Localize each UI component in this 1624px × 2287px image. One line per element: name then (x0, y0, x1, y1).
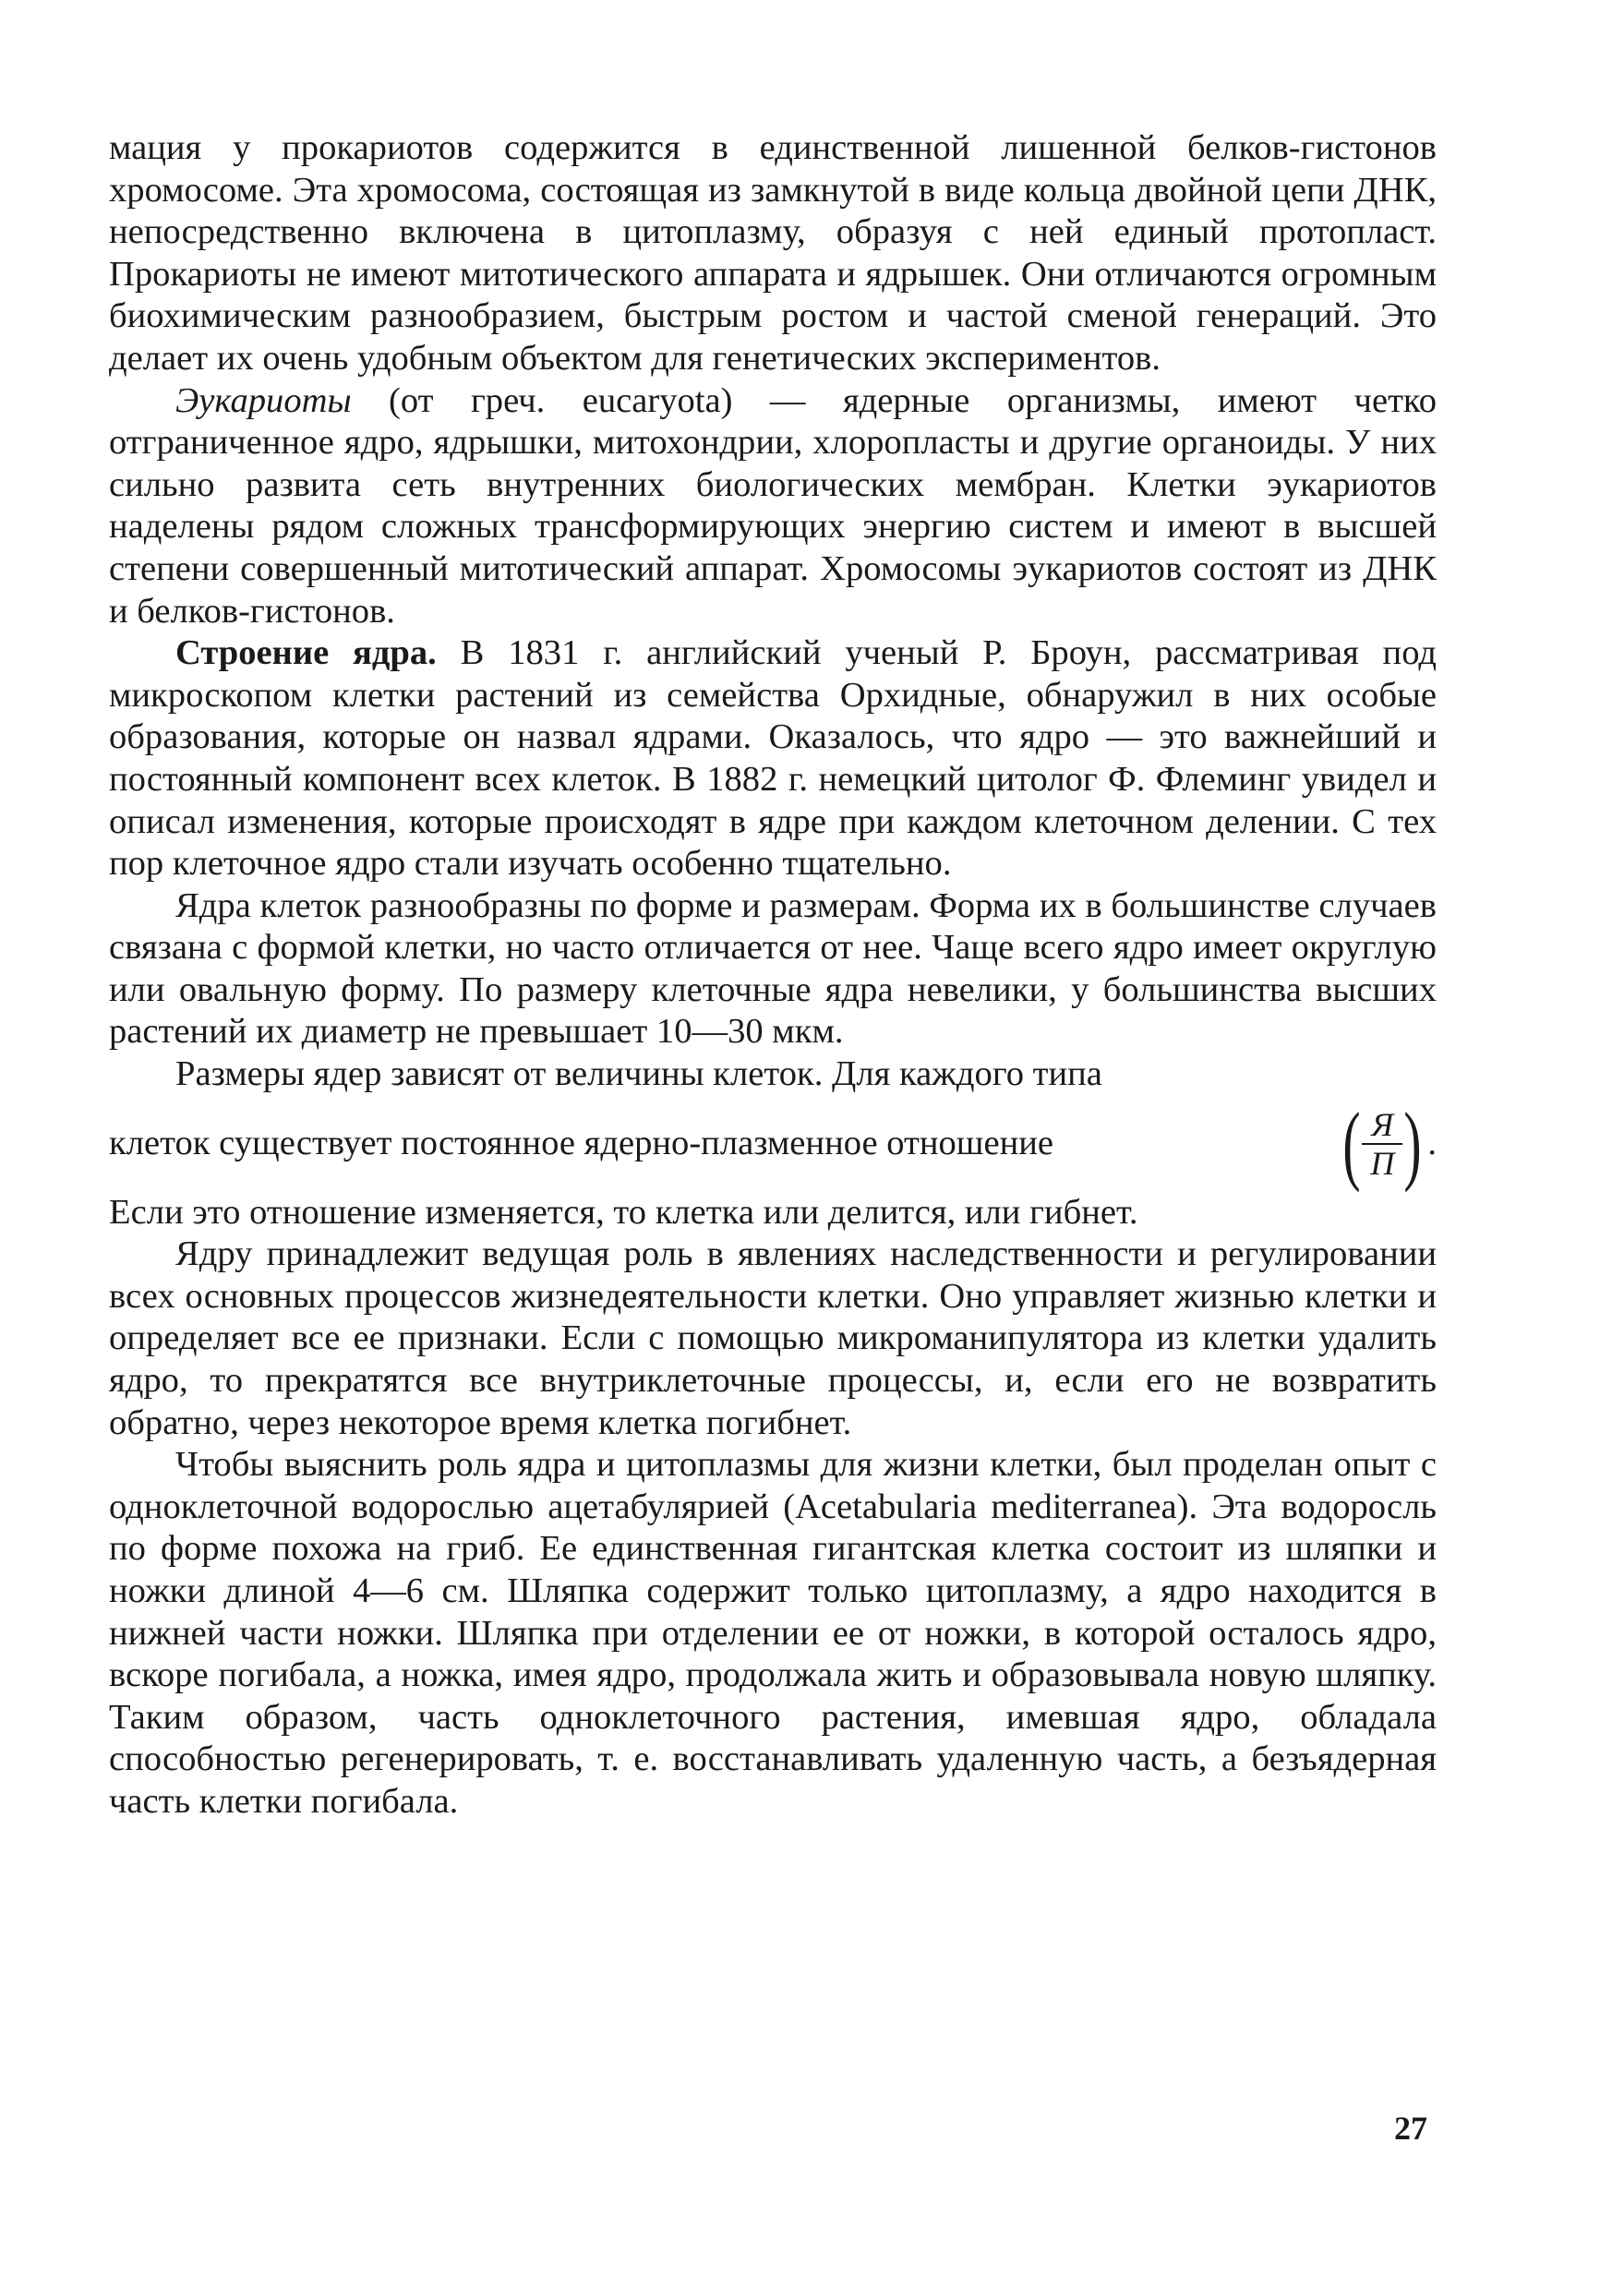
paragraph-text: Если это отношение изменяется, то клетка или делится, или гибнет. (109, 1192, 1138, 1232)
paragraph-text: В 1831 г. английский ученый Р. Броун, рассматривая под микроскопом клетки растений из семейства Орхидные, обнаружил в них особые образования, которые он назвал ядрами. Оказалось, что ядро — это важнейший и постоянный компонент всех клеток. В 1882 г. немецкий цитолог Ф. Флеминг увидел и описал изменения, которые происходят в ядре при каждом клеточном делении. С тех пор клеточное ядро стали изучать особенно тщательно. (109, 633, 1437, 884)
paragraph-nucleus-ratio (109, 1053, 1437, 1234)
body-text (109, 127, 1437, 1824)
left-paren: ( (1342, 1093, 1361, 1193)
fraction (1361, 1106, 1403, 1182)
paragraph-nucleus-shape (109, 885, 1437, 1053)
fraction-numerator: Я (1371, 1105, 1394, 1143)
fraction-period: . (1427, 1123, 1437, 1162)
paragraph-text: Чтобы выяснить роль ядра и цитоплазмы для жизни клетки, был проделан опыт с одноклеточной водорослью ацетабулярией (Acetabularia mediterranea). Эта водоросль по форме похожа на гриб. Ее единственная гигантская клетка состоит из шляпки и ножки длиной 4—6 см. Шляпка содержит только цитоплазму, а ядро находится в нижней части ножки. Шляпка при отделении ее от ножки, в которой осталось ядро, вскоре погибала, а ножка, имея ядро, продолжала жить и образовывала новую шляпку. Таким образом, часть одноклеточного растения, имевшая ядро, обладала способностью регенерировать, т. е. восстанавливать удаленную часть, а безъядерная часть клетки погибала. (109, 1445, 1437, 1821)
paragraph-text: мация у прокариотов содержится в единственной лишенной белков-гистонов хромосоме. Эта хромосома, состоящая из замкнутой в виде кольца двойной цепи ДНК, непосредственно включена в цитоплазму, образуя с ней единый протопласт. Прокариоты не имеют митотического аппарата и ядрышек. Они отличаются огромным биохимическим разнообразием, быстрым ростом и частой сменой генераций. Это делает их очень удобным объектом для генетических экспериментов. (109, 128, 1437, 378)
paragraph-eukaryotes (109, 380, 1437, 633)
paragraph-acetabularia (109, 1444, 1437, 1823)
paragraph-nucleus-role (109, 1234, 1437, 1444)
paragraph-text: Ядра клеток разнообразны по форме и размерам. Форма их в большинстве случаев связана с формой клетки, но часто отличается от нее. Чаще всего ядро имеет округлую или овальную форму. По размеру клеточные ядра невелики, у большинства высших растений их диаметр не превышает 10—30 мкм. (109, 885, 1437, 1052)
nucleus-plasma-ratio-formula (1337, 1093, 1437, 1193)
ratio-line-2 (109, 1093, 1437, 1193)
paragraph-text: клеток существует постоянное ядерно-плазменное отношение (109, 1123, 1054, 1162)
section-heading: Строение ядра. (175, 633, 437, 673)
paragraph-prokaryotes-end (109, 127, 1437, 380)
ratio-line-1 (109, 1053, 1437, 1096)
ratio-line-3 (109, 1192, 1437, 1234)
paragraph-text: (от греч. eucaryota) — ядерные организмы, имеют четко отграниченное ядро, ядрышки, митохондрии, хлоропласты и другие органоиды. У них сильно развита сеть внутренних биологических мембран. Клетки эукариотов наделены рядом сложных трансформирующих энергию систем и имеют в высшей степени совершенный митотический аппарат. Хромосомы эукариотов состоят из ДНК и белков-гистонов. (109, 380, 1437, 631)
page-number: 27 (1394, 2110, 1427, 2147)
paragraph-nucleus-structure (109, 632, 1437, 885)
term-eukaryotes: Эукариоты (175, 380, 352, 420)
fraction-denominator: П (1370, 1144, 1395, 1182)
paragraph-text: Размеры ядер зависят от величины клеток. Для каждого типа (175, 1054, 1102, 1094)
paragraph-text: Ядру принадлежит ведущая роль в явлениях наследственности и регулировании всех основных процессов жизнедеятельности клетки. Оно управляет жизнью клетки и определяет все ее признаки. Если с помощью микроманипулятора из клетки удалить ядро, то прекратятся все внутриклеточные процессы, и, если его не возвратить обратно, через некоторое время клетка погибнет. (109, 1234, 1437, 1442)
right-paren: ) (1403, 1093, 1422, 1193)
